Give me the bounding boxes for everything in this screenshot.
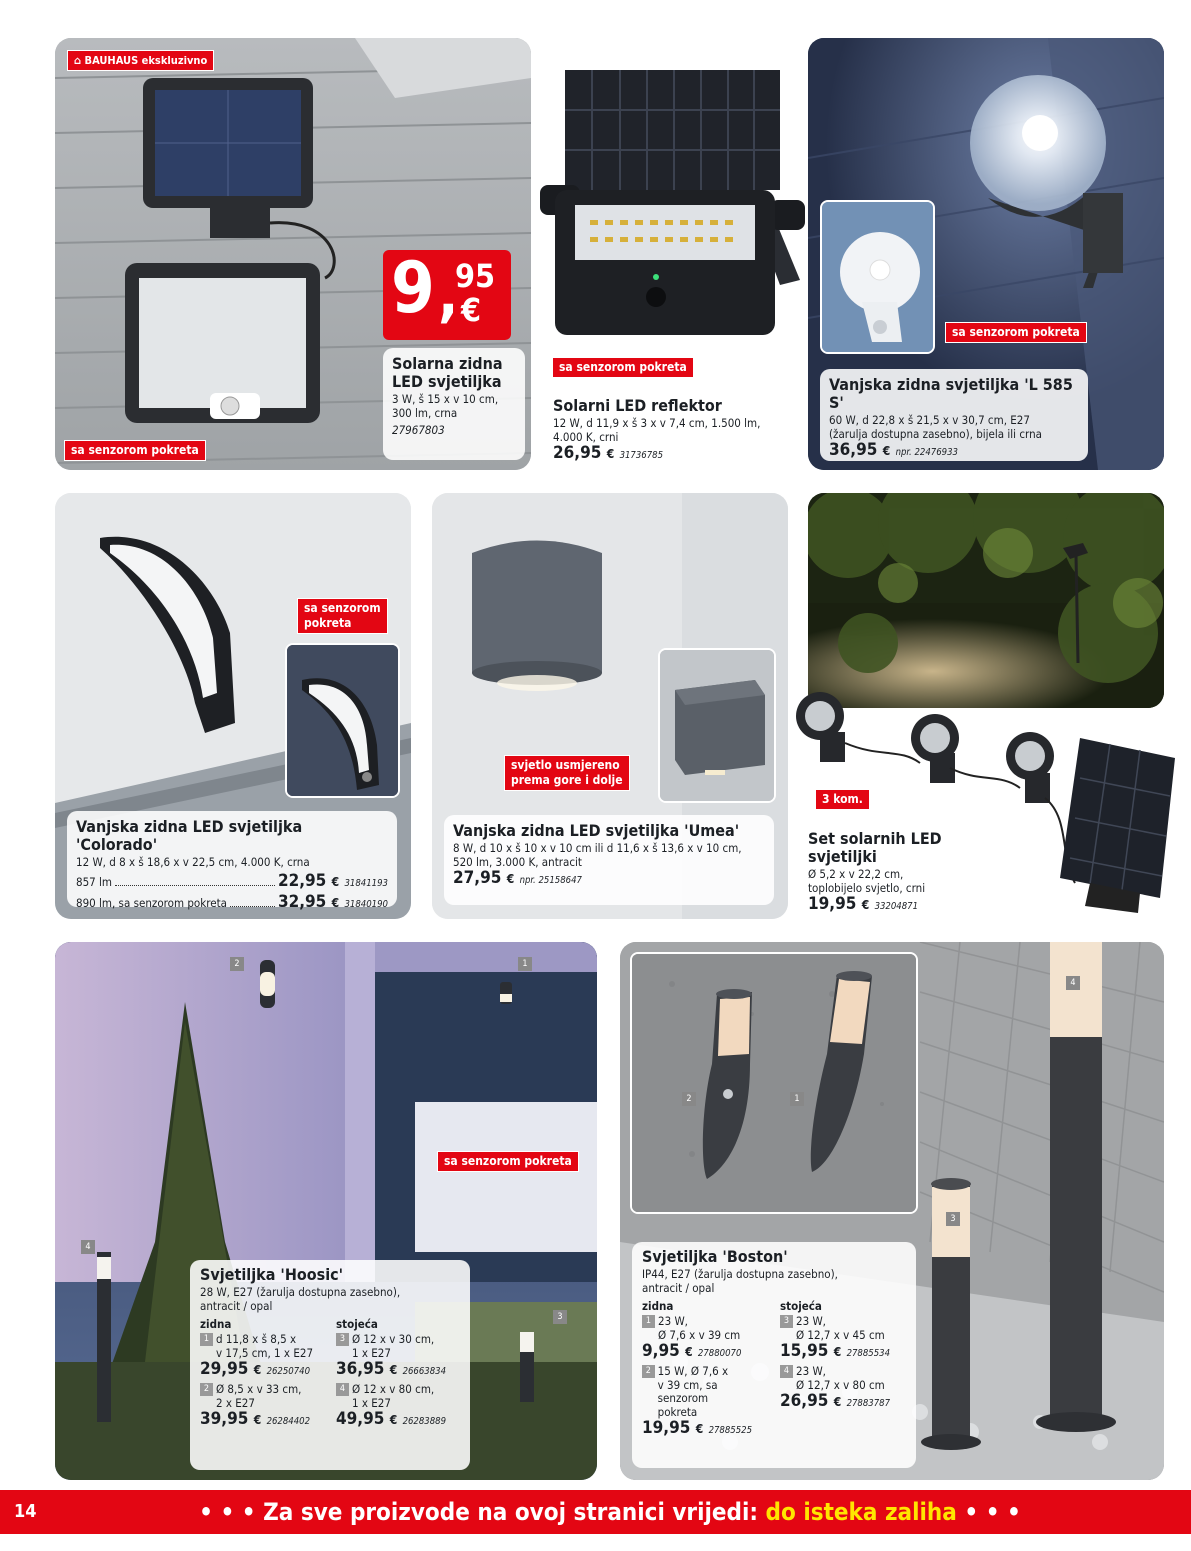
product-description: IP44, E27 (žarulja dostupna zasebno), antracit / opal	[642, 1267, 838, 1295]
price-decimal: 95	[455, 257, 496, 295]
product-description: 8 W, d 10 x š 10 x v 10 cm ili d 11,6 x š 13,6 x v 10 cm, 520 lm, 3.000 K, antracit	[453, 841, 742, 869]
product-title: Set solarnih LED svjetiljki	[808, 829, 942, 866]
product-title: Svjetiljka 'Boston'	[642, 1247, 788, 1266]
motion-sensor-tag: sa senzorom pokreta	[297, 598, 388, 634]
motion-sensor-tag: sa senzorom pokreta	[945, 322, 1087, 343]
product-info	[67, 811, 397, 912]
product-card-l585s[interactable]	[808, 38, 1164, 470]
variant-item: 2 Ø 8,5 x v 33 cm, 2 x E27 39,95 € 26284402	[200, 1382, 311, 1429]
product-price: 36,95 € npr. 22476933	[829, 440, 958, 460]
footer-message: • • • Za sve proizvode na ovoj stranici vrijedi: do isteka zaliha • • •	[199, 1498, 1021, 1526]
product-card-colorado[interactable]	[55, 493, 411, 919]
product-info	[632, 1242, 916, 1468]
inset-colorado-sensor-image	[287, 645, 400, 798]
product-title: Vanjska zidna LED svjetiljka 'Umea'	[453, 821, 740, 840]
variant-item: 4 23 W, Ø 12,7 x v 80 cm 26,95 € 27883787	[780, 1364, 891, 1411]
product-title: Svjetiljka 'Hoosic'	[200, 1265, 344, 1284]
variant-columns	[642, 1299, 906, 1440]
leader-dots	[115, 877, 275, 886]
product-card-solar-spot-set[interactable]	[808, 493, 1164, 708]
product-price: 27,95 € npr. 25158647	[453, 868, 582, 888]
position-badge: 3	[946, 1212, 960, 1226]
inset-light-image	[822, 202, 935, 354]
product-info	[545, 393, 805, 469]
variant-item: 2 15 W, Ø 7,6 x v 39 cm, sa senzorom pokreta 19,95 € 27885525	[642, 1364, 753, 1438]
position-badge: 1	[518, 957, 532, 971]
product-info	[820, 369, 1088, 461]
product-info	[383, 348, 525, 460]
variant-item: 3 Ø 12 x v 30 cm, 1 x E27 36,95 € 26663834	[336, 1332, 447, 1379]
motion-sensor-tag: sa senzorom pokreta	[64, 440, 206, 461]
product-description: Ø 5,2 x v 22,2 cm, toplobijelo svjetlo, crni	[808, 867, 926, 895]
leader-dots	[230, 898, 275, 907]
product-title: Solarna zidna LED svjetiljka	[392, 354, 503, 391]
page-number: 14	[14, 1501, 37, 1522]
price-currency: €	[461, 291, 482, 329]
position-badge: 4	[81, 1240, 95, 1254]
footer-bar	[0, 1490, 1191, 1534]
product-description: 60 W, d 22,8 x š 21,5 x v 30,7 cm, E27 (žarulja dostupna zasebno), bijela ili crna	[829, 413, 1042, 441]
product-price: 26,95 € 31736785	[553, 443, 664, 463]
product-title: Vanjska zidna svjetiljka 'L 585 S'	[829, 375, 1073, 412]
variant-item: 4 Ø 12 x v 80 cm, 1 x E27 49,95 € 26283889	[336, 1382, 447, 1429]
price-comma: ,	[438, 260, 459, 330]
product-description: 12 W, d 11,9 x š 3 x v 7,4 cm, 1.500 lm, 4.000 K, crni	[553, 416, 761, 444]
price-integer: 9	[391, 247, 435, 329]
product-title: Vanjska zidna LED svjetiljka 'Colorado'	[76, 817, 303, 854]
position-badge: 1	[790, 1092, 804, 1106]
quantity-tag: 3 kom.	[815, 789, 870, 810]
product-info	[800, 826, 990, 920]
variant-row-1: 857 lm 22,95 € 31841193	[76, 870, 388, 891]
house-icon: ⌂	[74, 54, 85, 67]
position-badge: 2	[230, 957, 244, 971]
inset-boston-wall-image	[632, 954, 918, 1214]
inset-image-frame	[285, 643, 400, 798]
position-badge: 2	[682, 1092, 696, 1106]
variant-columns	[200, 1317, 460, 1431]
wall-column: zidna 1 d 11,8 x š 8,5 x v 17,5 cm, 1 x E27 29,95 € 26250740 2 Ø 8,5 x v 33 cm, 2 x E27 39,95 € 26284402	[200, 1317, 324, 1431]
product-info	[444, 815, 774, 905]
exclusive-badge: ⌂ BAUHAUS ekskluzivno	[67, 50, 214, 71]
solar-floodlight-image	[540, 55, 805, 355]
inset-image-frame	[630, 952, 918, 1214]
price-tag	[383, 247, 511, 340]
garden-night-image	[808, 493, 1164, 708]
product-card-boston[interactable]	[620, 942, 1164, 1480]
variant-item: 3 23 W, Ø 12,7 x v 45 cm 15,95 € 27885534	[780, 1314, 891, 1361]
position-badge: 3	[553, 1310, 567, 1324]
variant-item: 1 d 11,8 x š 8,5 x v 17,5 cm, 1 x E27 29,95 € 26250740	[200, 1332, 314, 1379]
variant-item: 1 23 W, Ø 7,6 x v 39 cm 9,95 € 27880070	[642, 1314, 742, 1361]
motion-sensor-tag: sa senzorom pokreta	[552, 357, 694, 378]
light-direction-tag: svjetlo usmjereno prema gore i dolje	[504, 755, 630, 791]
motion-sensor-tag: sa senzorom pokreta	[437, 1151, 579, 1172]
product-card-hoosic[interactable]	[55, 942, 597, 1480]
product-description: 12 W, d 8 x š 18,6 x v 22,5 cm, 4.000 K, crna	[76, 855, 310, 869]
inset-image-frame	[820, 200, 935, 354]
variant-row-2: 890 lm, sa senzorom pokreta 32,95 € 31840190	[76, 891, 388, 912]
wall-column: zidna 1 23 W, Ø 7,6 x v 39 cm 9,95 € 27880070 2 15 W, Ø 7,6 x v 39 cm, sa senzorom pokreta 19,95 € 27885525	[642, 1299, 768, 1440]
product-description: 28 W, E27 (žarulja dostupna zasebno), antracit / opal	[200, 1285, 401, 1313]
product-title: Solarni LED reflektor	[553, 396, 722, 415]
standing-column: stojeća 3 Ø 12 x v 30 cm, 1 x E27 36,95 € 26663834 4 Ø 12 x v 80 cm, 1 x E27 49,95 € 26283889	[336, 1317, 460, 1431]
standing-column: stojeća 3 23 W, Ø 12,7 x v 45 cm 15,95 € 27885534 4 23 W, Ø 12,7 x v 80 cm 26,95 € 27883787	[780, 1299, 906, 1440]
product-description: 3 W, š 15 x v 10 cm, 300 lm, crna	[392, 392, 499, 420]
inset-image-frame	[658, 648, 776, 803]
product-card-solar-floodlight[interactable]	[540, 55, 805, 475]
product-price: 19,95 € 33204871	[808, 894, 919, 914]
product-card-solar-wall-light[interactable]	[55, 38, 531, 470]
product-info	[190, 1260, 470, 1470]
product-card-umea[interactable]	[432, 493, 788, 919]
position-badge: 4	[1066, 976, 1080, 990]
inset-umea-square-image	[660, 650, 776, 803]
article-number: 27967803	[392, 423, 445, 437]
